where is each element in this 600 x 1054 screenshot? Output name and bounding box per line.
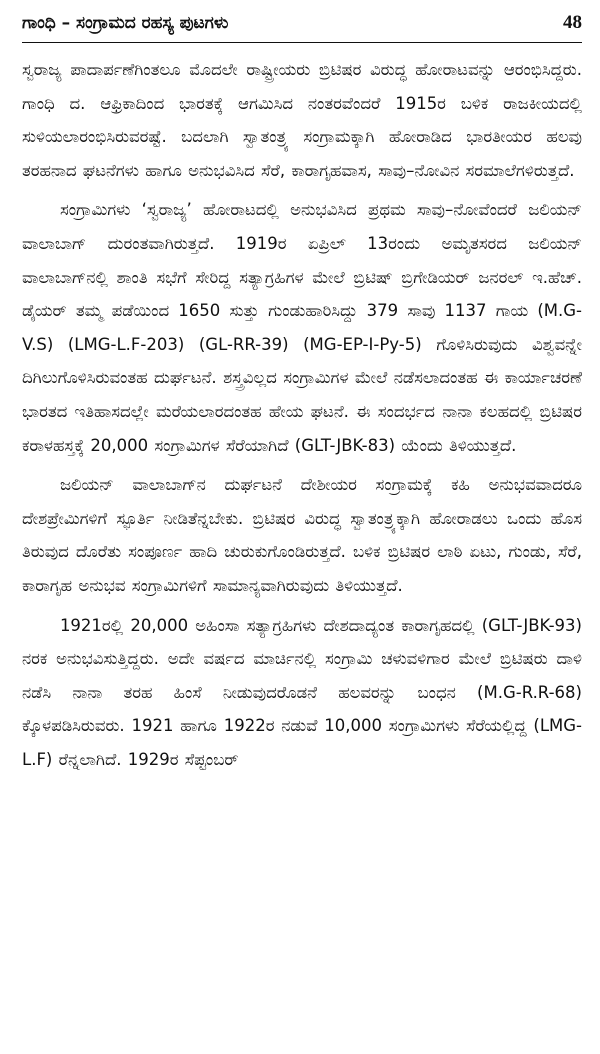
page-number: 48 (563, 12, 582, 33)
paragraph: ಸ್ವರಾಜ್ಯ ಪಾದಾರ್ಪಣೆಗಿಂತಲೂ ಮೊದಲೇ ರಾಷ್ಟ್ರೀಯರು ಬ್ರಿಟಿಷರ ವಿರುದ್ಧ ಹೋರಾಟವನ್ನು ಆರಂಭಿಸಿದ್ದರು. ಗಾಂಧಿ ದ. ಆಫ್ರಿಕಾದಿಂದ ಭಾರತಕ್ಕೆ ಆಗಮಿಸಿದ ನಂತರವೆಂದರೆ 1915ರ ಬಳಿಕ ರಾಜಕೀಯದಲ್ಲಿ ಸುಳಿಯಲಾರಂಭಿಸಿರುವರಷ್ಟೆ. ಬದಲಾಗಿ ಸ್ವಾತಂತ್ರ್ಯ ಸಂಗ್ರಾಮಕ್ಕಾಗಿ ಹೋರಾಡಿದ ಭಾರತೀಯರ ಹಲವು ತರಹನಾದ ಘಟನೆಗಳು ಹಾಗೂ ಅನುಭವಿಸಿದ ಸೆರೆ, ಕಾರಾಗೃಹವಾಸ, ಸಾವು–ನೋವಿನ ಸರಮಾಲೆಗಳಿರುತ್ತದೆ. (22, 60, 582, 180)
header-divider (22, 42, 582, 43)
running-header-title: ಗಾಂಧಿ – ಸಂಗ್ರಾಮದ ರಹಸ್ಯ ಪುಟಗಳು (22, 13, 229, 33)
paragraph: ಸಂಗ್ರಾಮಿಗಳು ‘ಸ್ವರಾಜ್ಯ’ ಹೋರಾಟದಲ್ಲಿ ಅನುಭವಿಸಿದ ಪ್ರಥಮ ಸಾವು–ನೋವೆಂದರೆ ಜಲಿಯನ್ ವಾಲಾಬಾಗ್ ದುರಂತವಾಗಿರುತ್ತದೆ. 1919ರ ಏಪ್ರಿಲ್ 13ರಂದು ಅಮೃತಸರದ ಜಲಿಯನ್ ವಾಲಾಬಾಗ್‌ನಲ್ಲಿ ಶಾಂತಿ ಸಭೆಗೆ ಸೇರಿದ್ದ ಸತ್ಯಾಗ್ರಹಿಗಳ ಮೇಲೆ ಬ್ರಿಟಿಷ್ ಬ್ರಿಗೇಡಿಯರ್ ಜನರಲ್ ಇ.ಹೆಚ್. ಡೈಯರ್ ತಮ್ಮ ಪಡೆಯಿಂದ 1650 ಸುತ್ತು ಗುಂಡುಹಾರಿಸಿದ್ದು 379 ಸಾವು 1137 ಗಾಯ (M.G-V.S) (LMG-L.F-203) (GL-RR-39) (MG-EP-I-Py-5) ಗೊಳಿಸಿರುವುದು ವಿಶ್ವವನ್ನೇ ದಿಗಿಲುಗೊಳಿಸಿರುವಂತಹ ದುರ್ಘಟನೆ. ಶಸ್ತ್ರವಿಲ್ಲದ ಸಂಗ್ರಾಮಿಗಳ ಮೇಲೆ ನಡೆಸಲಾದಂತಹ ಈ ಕಾರ್ಯಾಚರಣೆ ಭಾರತದ ಇತಿಹಾಸದಲ್ಲೇ ಮರೆಯಲಾರದಂತಹ ಹೇಯ ಘಟನೆ. ಈ ಸಂದರ್ಭದ ನಾನಾ ಕಲಹದಲ್ಲಿ ಬ್ರಿಟಿಷರ ಕರಾಳಹಸ್ತಕ್ಕೆ 20,000 ಸಂಗ್ರಾಮಿಗಳ ಸೆರೆಯಾಗಿದೆ (GLT-JBK-83) ಯೆಂದು ತಿಳಿಯುತ್ತದೆ. (22, 200, 582, 455)
body-text (22, 53, 582, 776)
running-header (22, 8, 582, 38)
paragraph: ಜಲಿಯನ್ ವಾಲಾಬಾಗ್‌ನ ದುರ್ಘಟನೆ ದೇಶೀಯರ ಸಂಗ್ರಾಮಕ್ಕೆ ಕಹಿ ಅನುಭವವಾದರೂ ದೇಶಪ್ರೇಮಿಗಳಿಗೆ ಸ್ಫೂರ್ತಿ ನೀಡಿತೆನ್ನಬೇಕು. ಬ್ರಿಟಿಷರ ವಿರುದ್ಧ ಸ್ವಾತಂತ್ರ್ಯಕ್ಕಾಗಿ ಹೋರಾಡಲು ಒಂದು ಹೊಸ ತಿರುವುದ ದೊರೆತು ಸಂಪೂರ್ಣ ಹಾದಿ ಚುರುಕುಗೊಂಡಿರುತ್ತದೆ. ಬಳಿಕ ಬ್ರಿಟಿಷರ ಲಾಠಿ ಏಟು, ಗುಂಡು, ಸೆರೆ, ಕಾರಾಗೃಹ ಅನುಭವ ಸಂಗ್ರಾಮಿಗಳಿಗೆ ಸಾಮಾನ್ಯವಾಗಿರುವುದು ತಿಳಿಯುತ್ತದೆ. (22, 475, 582, 595)
paragraph: 1921ರಲ್ಲಿ 20,000 ಅಹಿಂಸಾ ಸತ್ಯಾಗ್ರಹಿಗಳು ದೇಶದಾದ್ಯಂತ ಕಾರಾಗೃಹದಲ್ಲಿ (GLT-JBK-93) ನರಕ ಅನುಭವಿಸುತ್ತಿದ್ದರು. ಅದೇ ವರ್ಷದ ಮಾರ್ಚಿನಲ್ಲಿ ಸಂಗ್ರಾಮಿ ಚಳುವಳಿಗಾರ ಮೇಲೆ ಬ್ರಿಟಿಷರು ದಾಳಿ ನಡೆಸಿ ನಾನಾ ತರಹ ಹಿಂಸೆ ನೀಡುವುದರೊಡನೆ ಹಲವರನ್ನು ಬಂಧನ (M.G-R.R-68) ಕ್ಕೊಳಪಡಿಸಿರುವರು. 1921 ಹಾಗೂ 1922ರ ನಡುವೆ 10,000 ಸಂಗ್ರಾಮಿಗಳು ಸೆರೆಯಲ್ಲಿದ್ದ (LMG-L.F) ರೆನ್ನಲಾಗಿದೆ. 1929ರ ಸೆಪ್ಟಂಬರ್ (22, 615, 582, 769)
